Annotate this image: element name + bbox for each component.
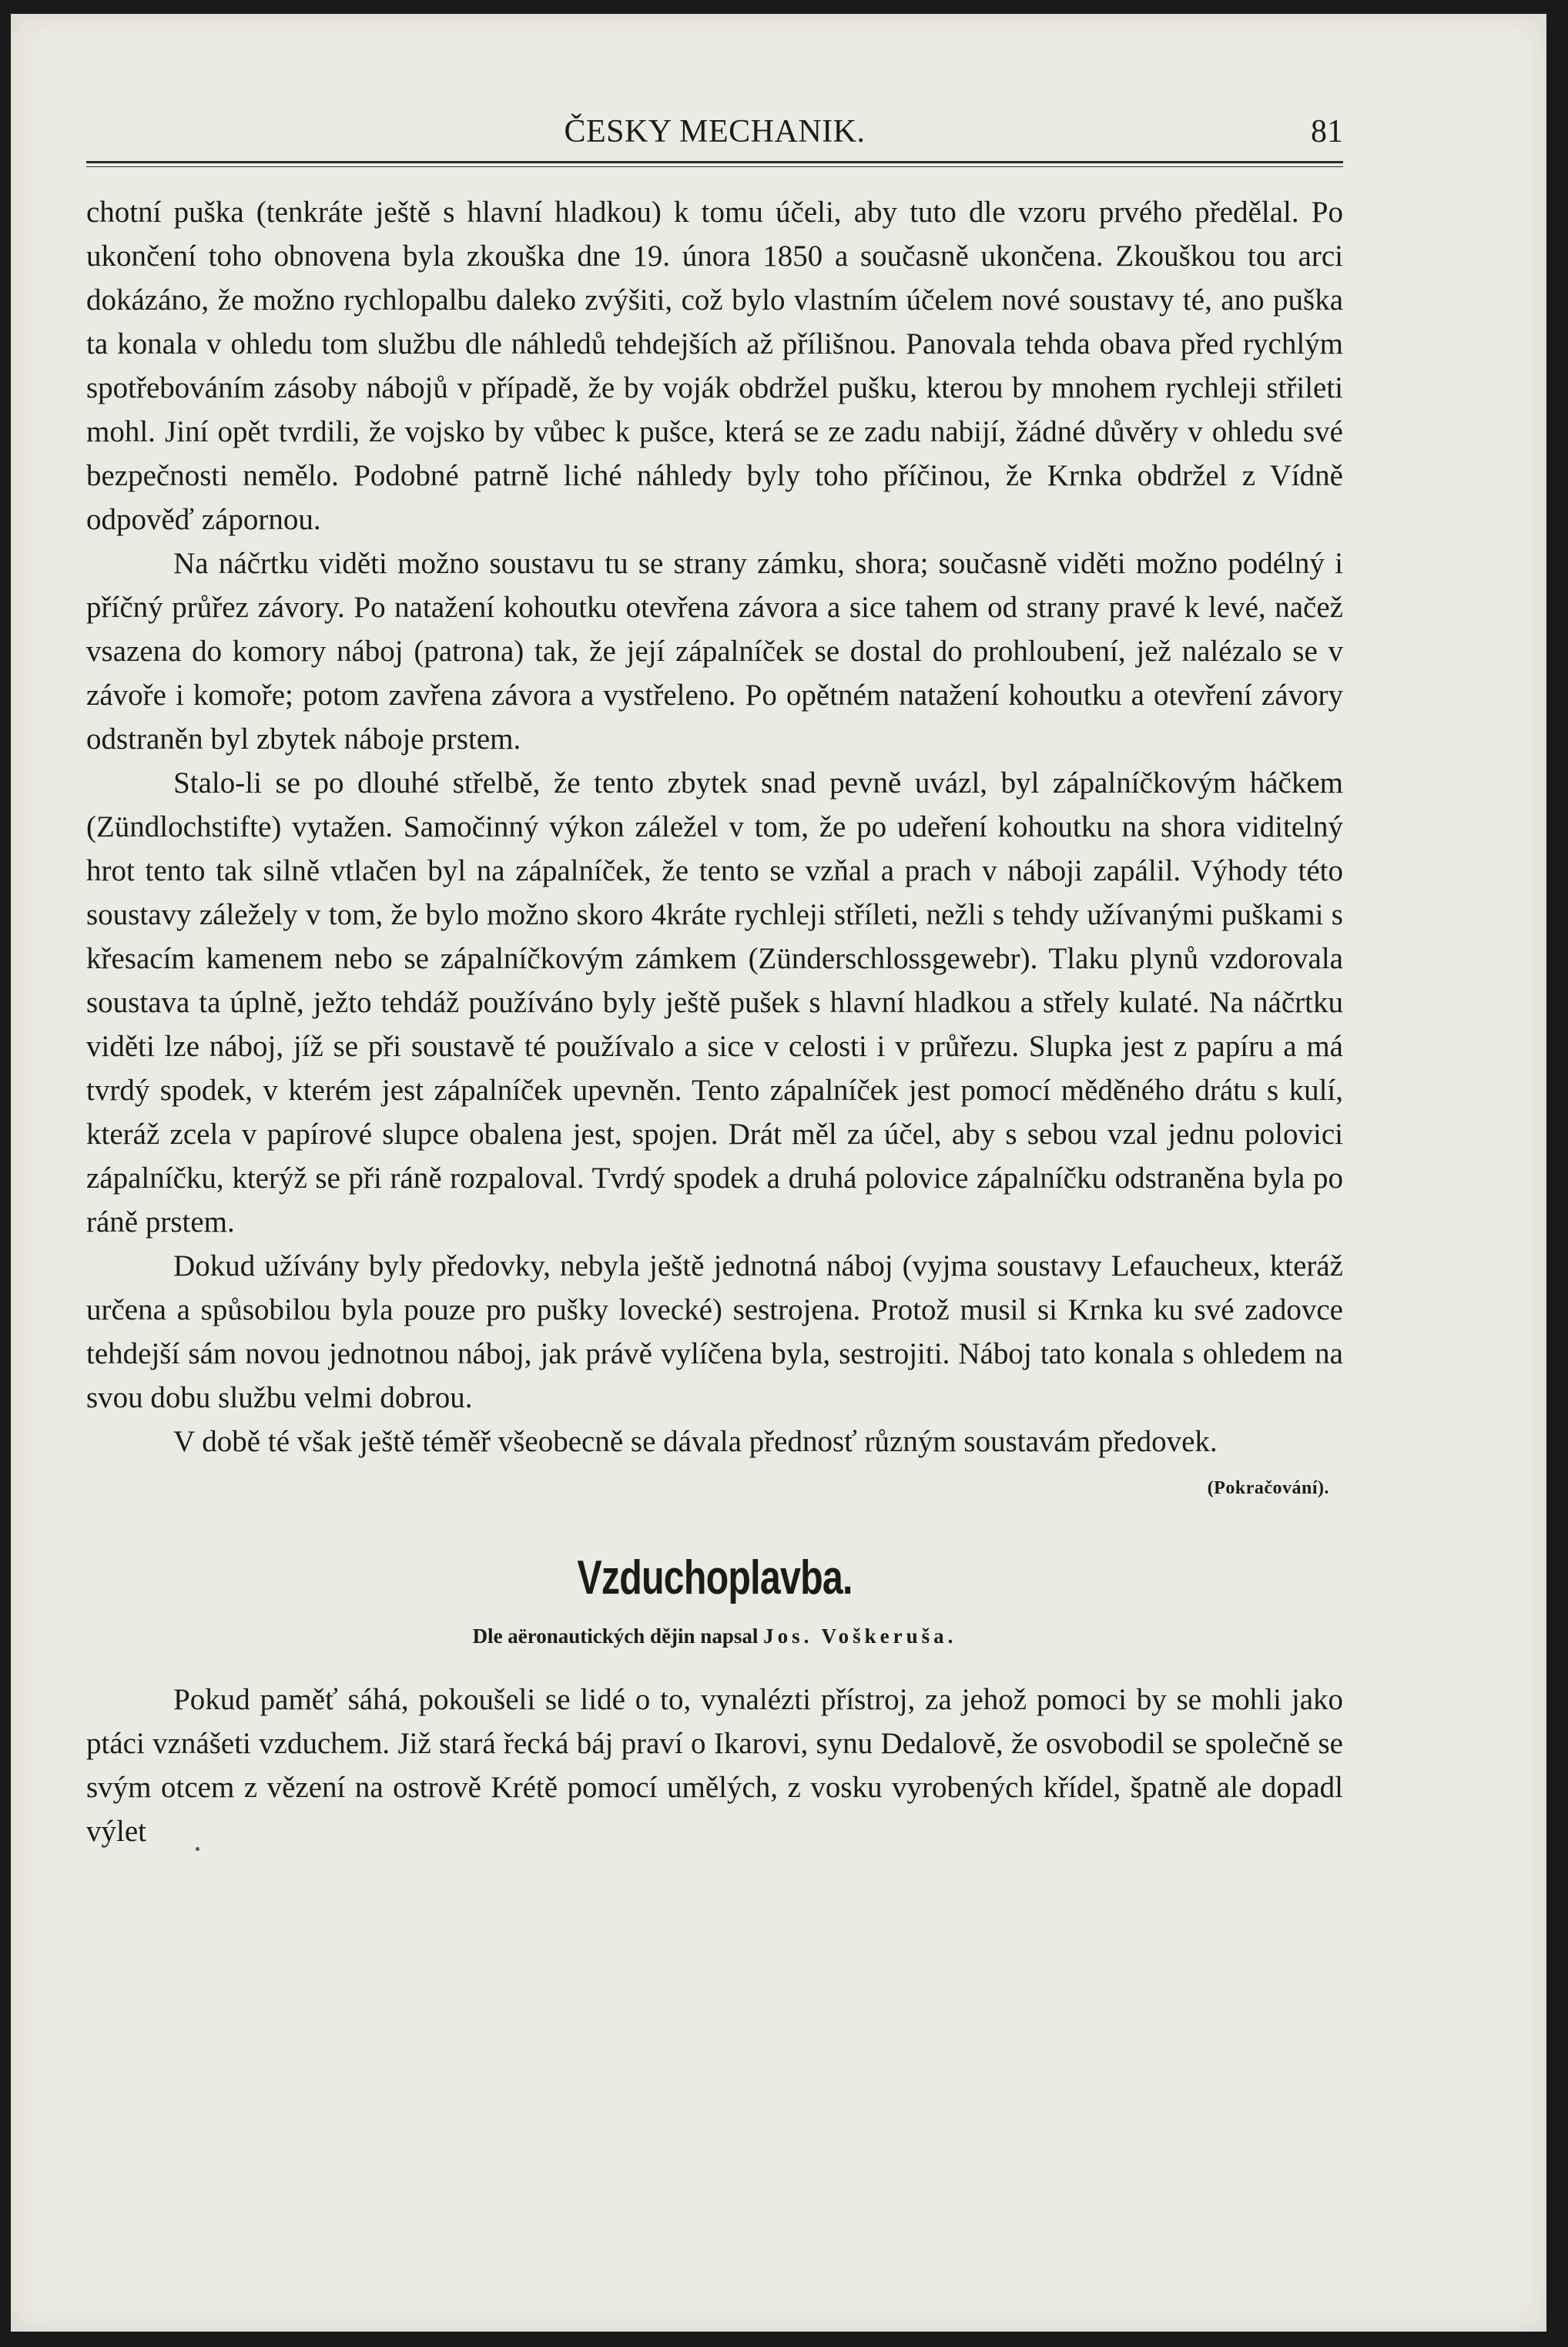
header-rule-thin — [86, 166, 1343, 167]
page-number: 81 — [1311, 114, 1343, 149]
paragraph: Na náčrtku viděti možno soustavu tu se strany zámku, shora; současně viděti možno podélný i příčný průřez závory. Po natažení kohoutku otevřena závora a sice tahem od strany pravé k levé, načež vsazena do komory náboj (patrona) tak, že její zápalníček se dostal do prohloubení, jež nalézalo se v závoře i komoře; potom zavřena závora a vystřeleno. Po opětném natažení kohoutku a otevření závory odstraněn byl zbytek náboje prstem. — [86, 547, 1343, 756]
paragraph-continued: chotní puška (tenkráte ještě s hlavní hladkou) k tomu účeli, aby tuto dle vzoru prvého předělal. Po ukončení toho obnovena byla zkouška dne 19. února 1850 a současně ukončena. Zkouškou tou arci dokázáno, že možno rychlopalbu daleko zvýšiti, což bylo vlastním účelem nové soustavy té, ano puška ta konala v ohledu tom službu dle náhledů tehdejších až přílišnou. Panovala tehda obava před rychlým spotřebováním zásoby nábojů v případě, že by voják obdržel pušku, kterou by mnohem rychleji střileti mohl. Jiní opět tvrdili, že vojsko by vůbec k pušce, která se ze zadu nabijí, žádné důvěry v ohledu své bezpečnosti nemělo. Podobné patrně liché náhledy byly toho příčinou, že Krnka obdržel z Vídně odpověď zápornou. — [86, 196, 1343, 536]
byline-author: Jos. Voškeruša. — [763, 1624, 957, 1648]
header-rule — [86, 161, 1343, 163]
running-header — [86, 110, 1343, 153]
paragraph-final-text: V době té však ještě téměř všeobecně se dávala přednosť různým soustavám předovek. — [173, 1425, 1218, 1458]
print-speck — [196, 1847, 199, 1851]
paragraph-final — [86, 1420, 1343, 1498]
page-scan — [11, 14, 1546, 2332]
article-paragraph: Pokud paměť sáhá, pokoušeli se lidé o to, vynalézti přístroj, za jehož pomoci by se mohli jako ptáci vznášeti vzduchem. Již stará řecká báj praví o Ikarovi, synu Dedalově, že osvobodil se společně se svým otcem z vězení na ostrově Krétě pomocí umělých, z vosku vyrobených křídel, špatně ale dopadl výlet — [86, 1683, 1343, 1848]
article-title: Vzduchoplavba. — [577, 1551, 853, 1604]
byline-prefix: Dle aëronautických dějin napsal — [472, 1624, 759, 1648]
paragraph: Dokud užívány byly předovky, nebyla ještě jednotná náboj (vyjma soustavy Lefaucheux, kteráž určena a spůsobilou byla pouze pro pušky lovecké) sestrojena. Protož musil si Krnka ku své zadovce tehdejší sám novou jednotnou náboj, jak právě vylíčena byla, sestrojiti. Náboj tato konala s ohledem na svou dobu službu velmi dobrou. — [86, 1249, 1343, 1414]
page-content — [86, 110, 1343, 1853]
continued-note: (Pokračování). — [1207, 1478, 1329, 1498]
journal-title: ČESKY MECHANIK. — [564, 114, 866, 149]
paragraph: Stalo-li se po dlouhé střelbě, že tento zbytek snad pevně uvázl, byl zápalníčkovým háčkem (Zündlochstifte) vytažen. Samočinný výkon záležel v tom, že po udeření kohoutku na shora viditelný hrot tento tak silně vtlačen byl na zápalníček, že tento se vzňal a prach v náboji zapálil. Výhody této soustavy záležely v tom, že bylo možno skoro 4kráte rychleji stříleti, nežli s tehdy užívanými puškami s křesacím kamenem nebo se zápalníčkovým zámkem (Zünderschlossgewebr). Tlaku plynů vzdorovala soustava ta úplně, ježto tehdáž používáno byly ještě pušek s hlavní hladkou a střely kulaté. Na náčrtku viděti lze náboj, jíž se při soustavě té používalo a sice v celosti i v průřezu. Slupka jest z papíru a má tvrdý spodek, v kterém jest zápalníček upevněn. Tento zápalníček jest pomocí měděného drátu s kulí, kteráž zcela v papírové slupce obalena jest, spojen. Drát měl za účel, aby s sebou vzal jednu polovici zápalníčku, kterýž se při ráně rozpaloval. Tvrdý spodek a druhá polovice zápalníčku odstraněna byla po ráně prstem. — [86, 766, 1343, 1239]
article-byline — [86, 1618, 1343, 1655]
